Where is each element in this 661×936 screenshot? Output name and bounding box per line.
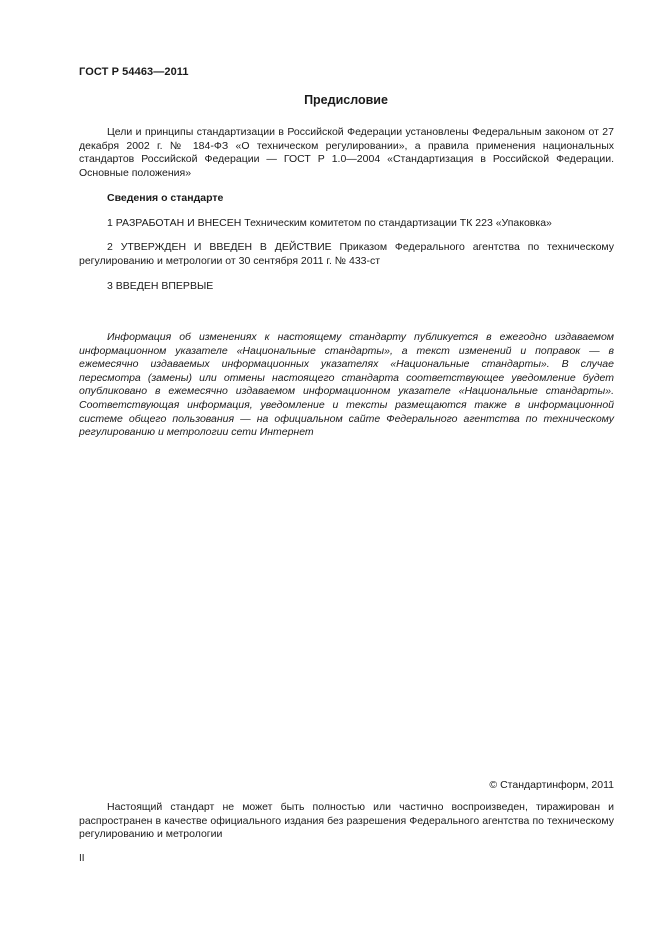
standard-info-item-2: 2 УТВЕРЖДЕН И ВВЕДЕН В ДЕЙСТВИЕ Приказом Федерального агентства по техническому регулированию и метрологии от 30 сентября 2011 г. № 433-ст xyxy=(79,241,614,267)
page-number: II xyxy=(79,853,85,864)
changes-notice-paragraph: Информация об изменениях к настоящему стандарту публикуется в ежегодно издаваемом информационном указателе «Национальные стандарты», а текст изменений и поправок — в ежемесячно издаваемых информационных указателях «Национальные стандарты». В случае пересмотра (замены) или отмены настоящего стандарта соответствующее уведомление будет опубликовано в ежемесячно издаваемом информационном указателе «Национальные стандарты». Соответствующая информация, уведомление и тексты размещаются также в информационной системе общего пользования — на официальном сайте Федерального агентства по техническому регулированию и метрологии сети Интернет xyxy=(79,331,614,439)
standard-info-item-1: 1 РАЗРАБОТАН И ВНЕСЕН Техническим комитетом по стандартизации ТК 223 «Упаковка» xyxy=(107,217,552,229)
standard-info-item-3: 3 ВВЕДЕН ВПЕРВЫЕ xyxy=(107,280,214,292)
document-code: ГОСТ Р 54463—2011 xyxy=(79,66,189,78)
copyright-line: © Стандартинформ, 2011 xyxy=(489,779,614,791)
standard-info-heading: Сведения о стандарте xyxy=(107,192,224,204)
preface-intro-paragraph: Цели и принципы стандартизации в Российской Федерации установлены Федеральным законом от 27 декабря 2002 г. № 184-ФЗ «О техническом регулировании», а правила применения национальных стандартов Российской Федерации — ГОСТ Р 1.0—2004 «Стандартизация в Российской Федерации. Основные положения» xyxy=(79,126,614,179)
reproduction-notice-paragraph: Настоящий стандарт не может быть полностью или частично воспроизведен, тиражирован и распространен в качестве официального издания без разрешения Федерального агентства по техническому регулированию и метрологии xyxy=(79,801,614,841)
preface-title: Предисловие xyxy=(304,93,388,107)
